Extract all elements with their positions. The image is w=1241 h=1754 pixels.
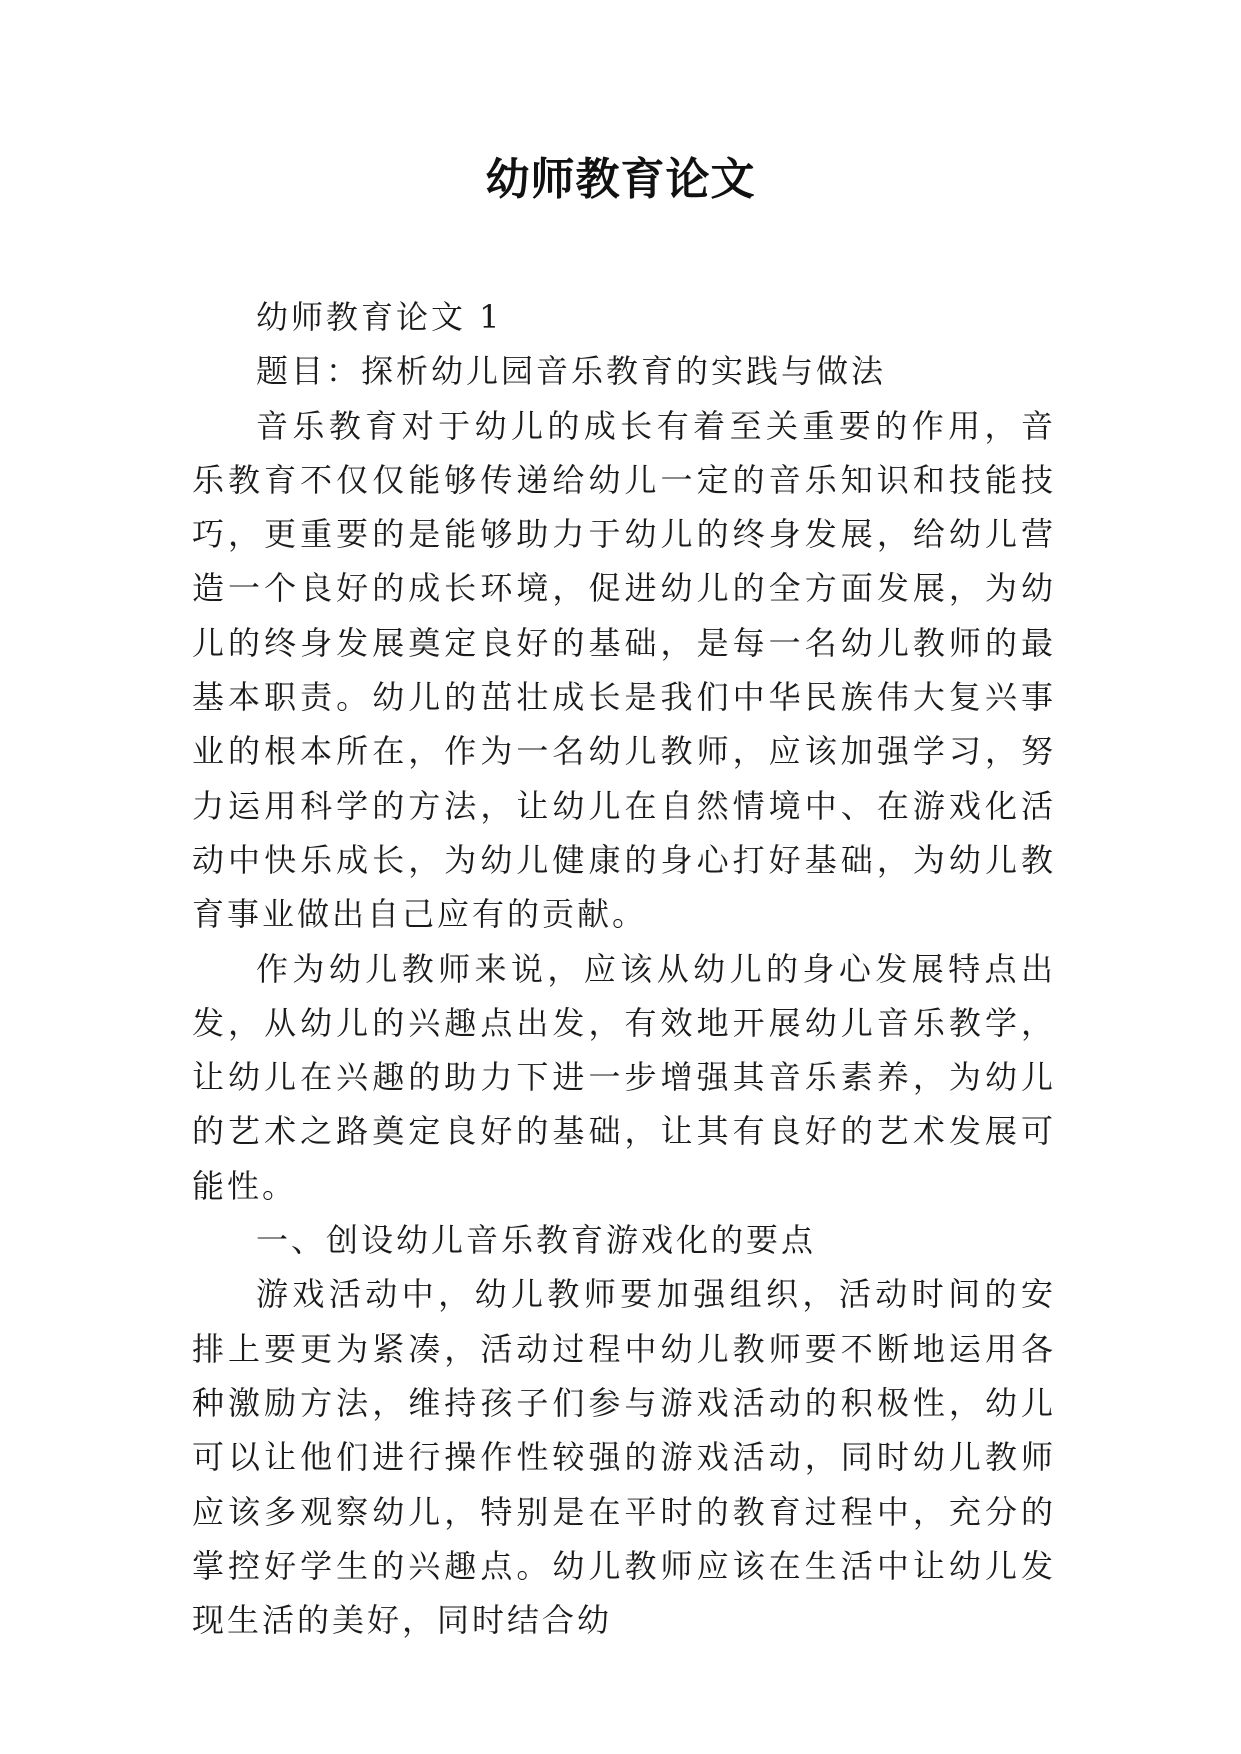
paragraph: 作为幼儿教师来说，应该从幼儿的身心发展特点出发，从幼儿的兴趣点出发，有效地开展幼儿音乐教学，让幼儿在兴趣的助力下进一步增强其音乐素养，为幼儿的艺术之路奠定良好的基础，让其有良好的艺术发展可能性。 [192, 949, 1056, 1205]
paper-topic: 题目：探析幼儿园音乐教育的实践与做法 [256, 352, 887, 391]
paragraph: 游戏活动中，幼儿教师要加强组织，活动时间的安排上要更为紧凑，活动过程中幼儿教师要不断地运用各种激励方法，维持孩子们参与游戏活动的积极性，幼儿可以让他们进行操作性较强的游戏活动，同时幼儿教师应该多观察幼儿，特别是在平时的教育过程中，充分的掌控好学生的兴趣点。幼儿教师应该在生活中让幼儿发现生活的美好，同时结合幼 [192, 1275, 1056, 1640]
paragraph: 音乐教育对于幼儿的成长有着至关重要的作用，音乐教育不仅仅能够传递给幼儿一定的音乐知识和技能技巧，更重要的是能够助力于幼儿的终身发展，给幼儿营造一个良好的成长环境，促进幼儿的全方面发展，为幼儿的终身发展奠定良好的基础，是每一名幼儿教师的最基本职责。幼儿的茁壮成长是我们中华民族伟大复兴事业的根本所在，作为一名幼儿教师，应该加强学习，努力运用科学的方法，让幼儿在自然情境中、在游戏化活动中快乐成长，为幼儿健康的身心打好基础，为幼儿教育事业做出自己应有的贡献。 [192, 406, 1056, 934]
document-body [192, 290, 1056, 1647]
subsection-heading: 一、创设幼儿音乐教育游戏化的要点 [256, 1221, 817, 1260]
section-heading: 幼师教育论文 1 [256, 298, 503, 336]
document-title: 幼师教育论文 [485, 154, 756, 205]
